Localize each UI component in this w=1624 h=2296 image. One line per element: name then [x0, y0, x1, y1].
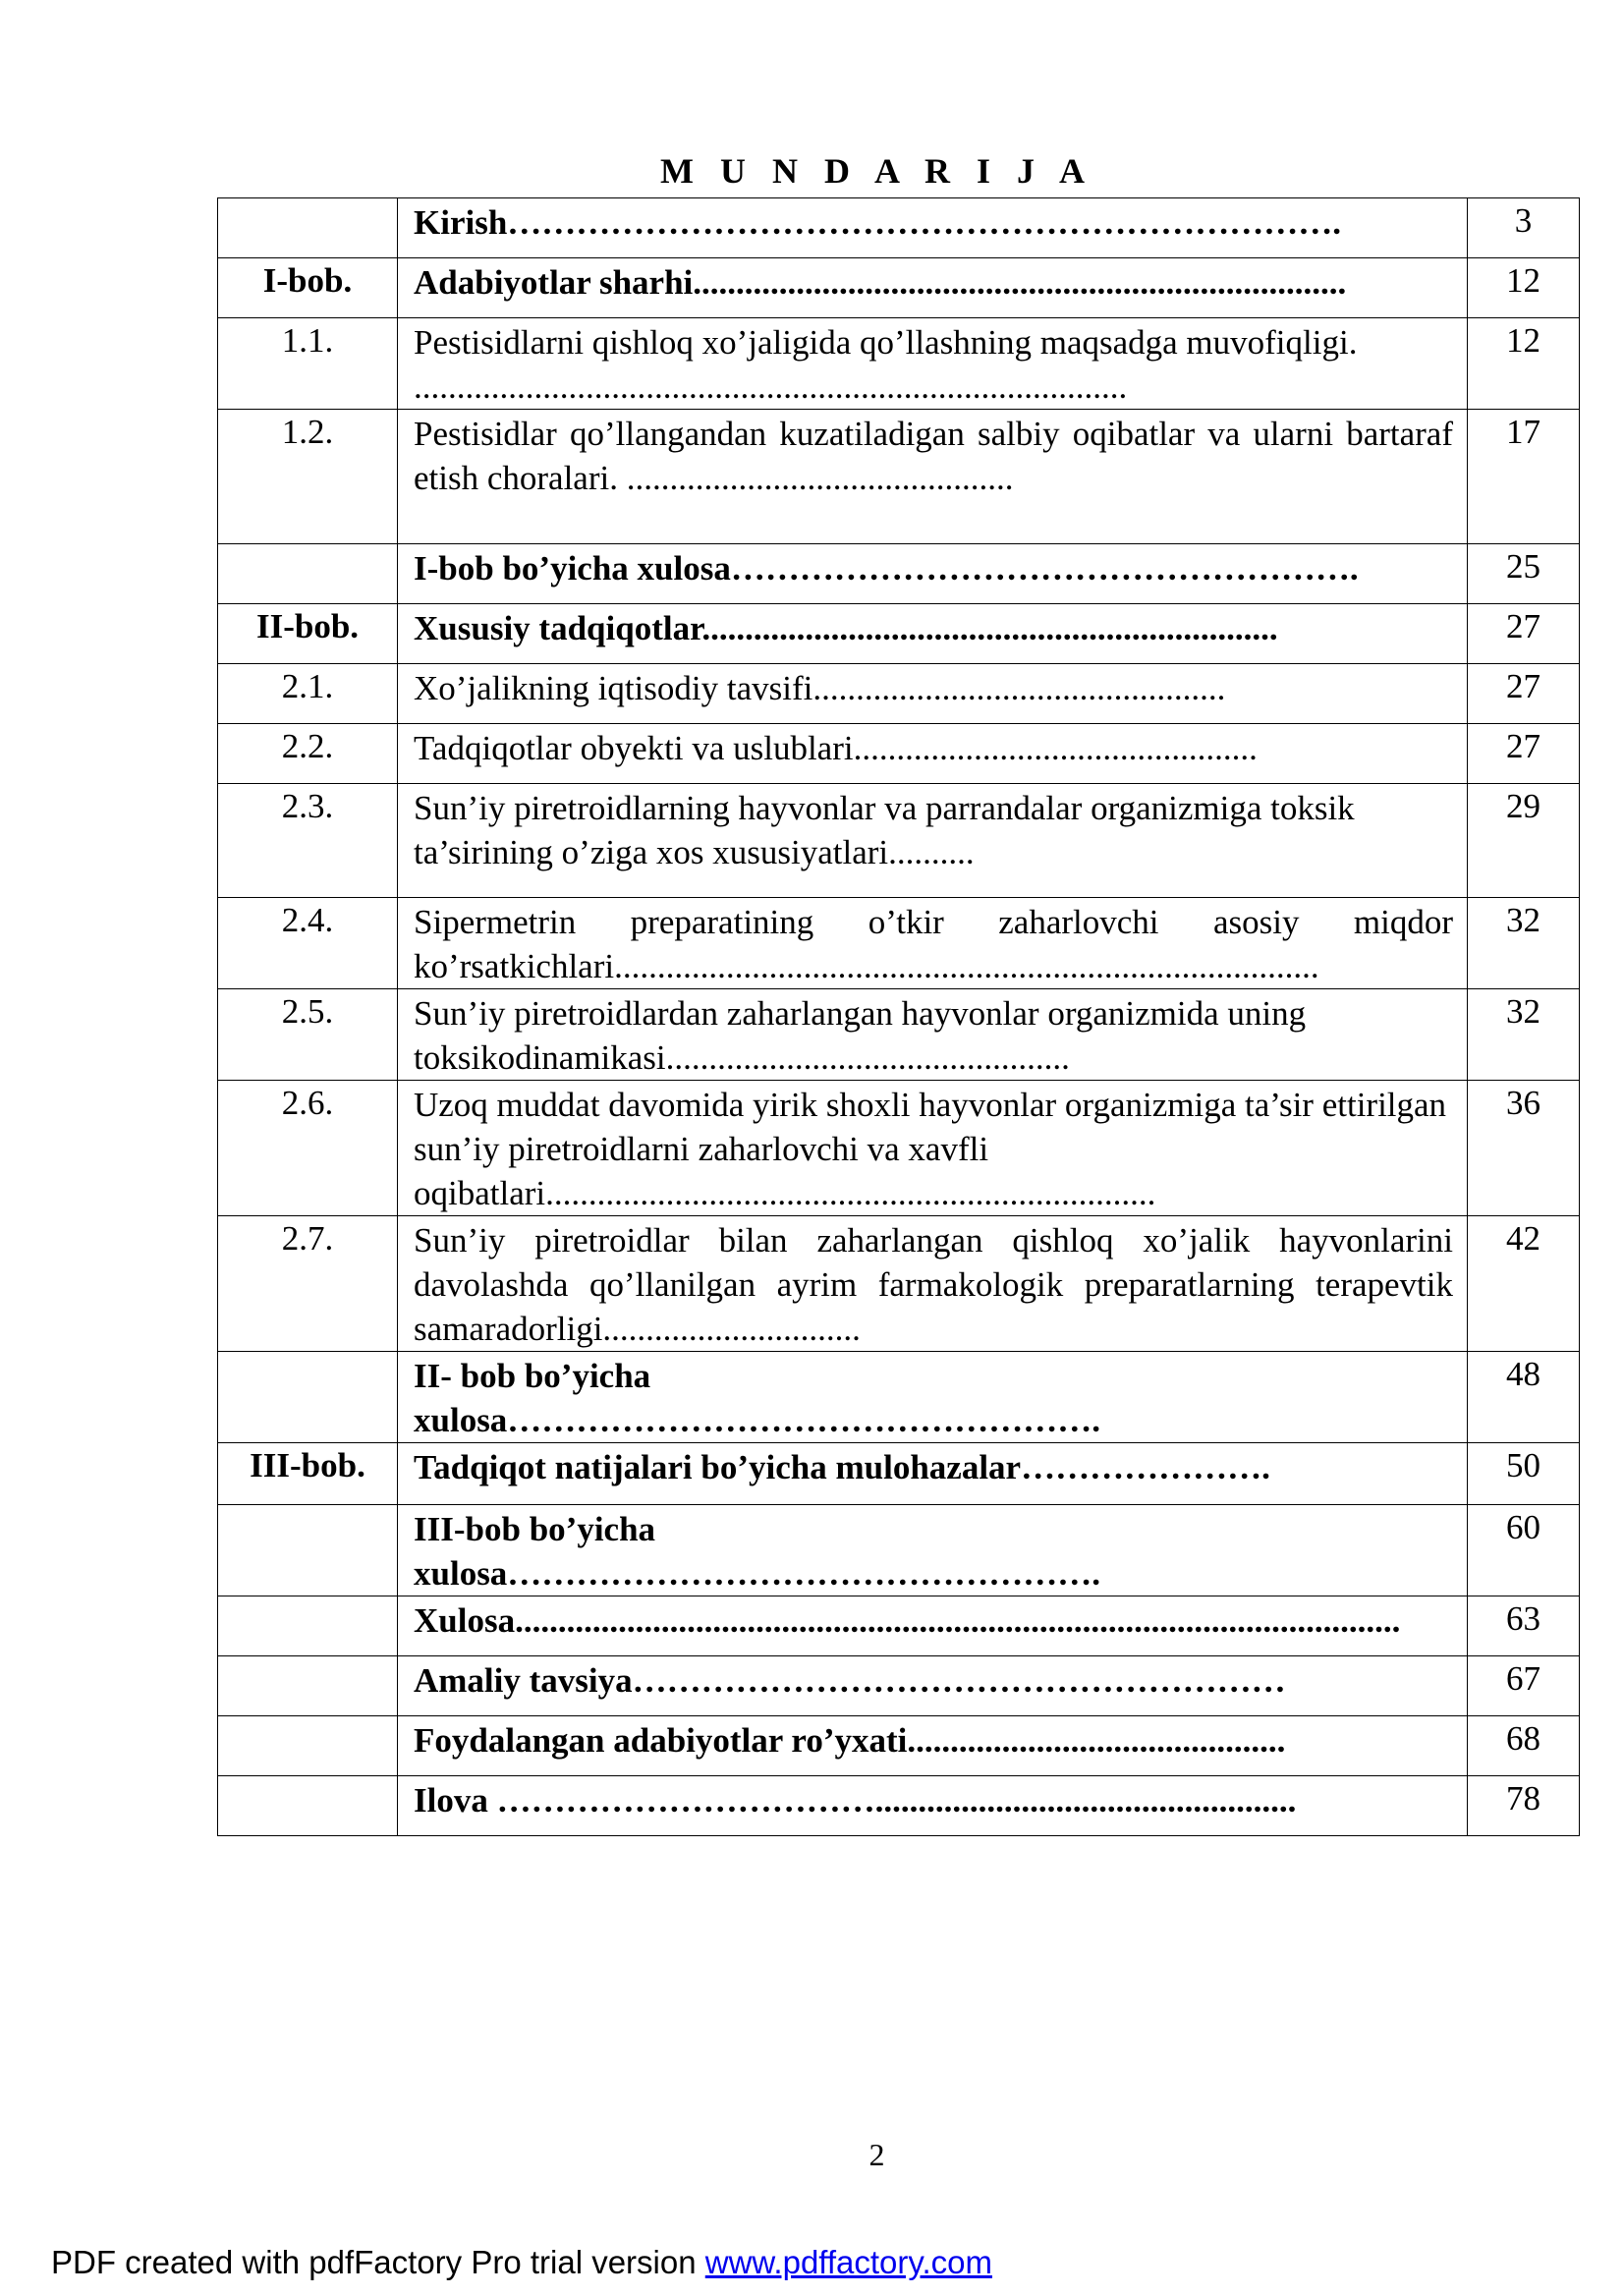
toc-section-number: [218, 1716, 398, 1776]
toc-row: [218, 1716, 1580, 1776]
toc-entry-title: Sipermetrin preparatining o’tkir zaharlovchi asosiy miqdor ko’rsatkichlari..................................................................................: [398, 898, 1468, 989]
toc-section-number: [218, 544, 398, 604]
toc-page-number: 78: [1468, 1776, 1580, 1836]
toc-entry-text: II- bob bo’yicha xulosa…………………………………………….: [414, 1357, 1101, 1439]
toc-entry-title: [398, 1352, 1468, 1443]
toc-row: [218, 544, 1580, 604]
toc-row: [218, 1656, 1580, 1716]
toc-page-number: 27: [1468, 664, 1580, 724]
toc-entry-title: Xulosa.......................................................................................................: [398, 1596, 1468, 1656]
pdf-footer-note: [51, 2244, 992, 2281]
toc-entry-title: Pestisidlar qo’llangandan kuzatiladigan salbiy oqibatlar va ularni bartaraf etish choralari. .............................................: [398, 410, 1468, 544]
toc-page-number: 42: [1468, 1216, 1580, 1352]
toc-section-number: [218, 1596, 398, 1656]
toc-row: [218, 198, 1580, 258]
toc-row: [218, 664, 1580, 724]
toc-body: [218, 198, 1580, 1836]
toc-page-number: 60: [1468, 1505, 1580, 1596]
toc-section-number: [218, 198, 398, 258]
toc-section-number: 1.2.: [218, 410, 398, 544]
toc-row: [218, 724, 1580, 784]
toc-page-number: 17: [1468, 410, 1580, 544]
toc-entry-title: Adabiyotlar sharhi............................................................................: [398, 258, 1468, 318]
toc-page-number: 32: [1468, 989, 1580, 1081]
toc-section-number: [218, 1352, 398, 1443]
toc-page-number: 48: [1468, 1352, 1580, 1443]
toc-entry-title: Amaliy tavsiya…………………………………………………: [398, 1656, 1468, 1716]
toc-section-number: 2.6.: [218, 1081, 398, 1216]
toc-entry-text: III-bob bo’yicha xulosa…………………………………………….: [414, 1510, 1101, 1593]
toc-entry-title: Uzoq muddat davomida yirik shoxli hayvonlar organizmiga ta’sir ettirilgan sun’iy piretroidlarni zaharlovchi va xavfli oqibatlari.......................................................................: [398, 1081, 1468, 1216]
toc-entry-title: Xo’jalikning iqtisodiy tavsifi................................................: [398, 664, 1468, 724]
toc-row: [218, 1352, 1580, 1443]
toc-page-number: 36: [1468, 1081, 1580, 1216]
toc-page-number: 27: [1468, 604, 1580, 664]
toc-entry-title: Sun’iy piretroidlarning hayvonlar va parrandalar organizmiga toksik ta’sirining o’ziga xos xususiyatlari..........: [398, 784, 1468, 898]
toc-page-number: 63: [1468, 1596, 1580, 1656]
toc-section-number: [218, 1776, 398, 1836]
toc-section-number: 1.1.: [218, 318, 398, 410]
toc-entry-title: Tadqiqotlar obyekti va uslublari...............................................: [398, 724, 1468, 784]
toc-entry-title: [398, 1505, 1468, 1596]
toc-section-number: 2.1.: [218, 664, 398, 724]
toc-page-number: 67: [1468, 1656, 1580, 1716]
toc-row: [218, 1596, 1580, 1656]
toc-entry-title: Foydalangan adabiyotlar ro’yxati............................................: [398, 1716, 1468, 1776]
table-of-contents: [217, 197, 1580, 1836]
toc-section-number: [218, 1656, 398, 1716]
page-number: 2: [868, 2137, 885, 2172]
toc-row: [218, 410, 1580, 544]
toc-entry-title: Sun’iy piretroidlar bilan zaharlangan qishloq xo’jalik hayvonlarini davolashda qo’llanilgan ayrim farmakologik preparatlarning terapevtik samaradorligi..............................: [398, 1216, 1468, 1352]
toc-page-number: 25: [1468, 544, 1580, 604]
toc-page-number: 12: [1468, 258, 1580, 318]
toc-row: [218, 1505, 1580, 1596]
toc-page-number: 50: [1468, 1443, 1580, 1505]
page-title: M U N D A R I J A: [659, 151, 1094, 191]
toc-page-number: 3: [1468, 198, 1580, 258]
toc-row: [218, 989, 1580, 1081]
toc-entry-title: Ilova …………………………….................................................: [398, 1776, 1468, 1836]
toc-entry-title: I-bob bo’yicha xulosa……………………………………………….: [398, 544, 1468, 604]
toc-row: [218, 1776, 1580, 1836]
toc-page-number: 68: [1468, 1716, 1580, 1776]
toc-section-number: III-bob.: [218, 1443, 398, 1505]
toc-entry-title: Tadqiqot natijalari bo’yicha mulohazalar………………….: [398, 1443, 1468, 1505]
toc-section-number: II-bob.: [218, 604, 398, 664]
toc-page-number: 12: [1468, 318, 1580, 410]
toc-entry-title: Sun’iy piretroidlardan zaharlangan hayvonlar organizmida uning toksikodinamikasi...............................................: [398, 989, 1468, 1081]
toc-entry-title: Kirish……………………………………………………………….: [398, 198, 1468, 258]
toc-row: [218, 784, 1580, 898]
toc-page-number: 29: [1468, 784, 1580, 898]
toc-section-number: 2.3.: [218, 784, 398, 898]
toc-row: [218, 1081, 1580, 1216]
toc-page-number: 32: [1468, 898, 1580, 989]
toc-row: [218, 318, 1580, 410]
toc-row: [218, 258, 1580, 318]
toc-section-number: 2.5.: [218, 989, 398, 1081]
toc-section-number: 2.7.: [218, 1216, 398, 1352]
toc-section-number: [218, 1505, 398, 1596]
pdf-footer-text: PDF created with pdfFactory Pro trial version: [51, 2244, 705, 2280]
toc-section-number: I-bob.: [218, 258, 398, 318]
toc-row: [218, 604, 1580, 664]
pdffactory-link[interactable]: www.pdffactory.com: [704, 2244, 992, 2280]
toc-section-number: 2.2.: [218, 724, 398, 784]
toc-entry-title: Pestisidlarni qishloq xo’jaligida qo’llashning maqsadga muvofiqligi. ...................................................................................: [398, 318, 1468, 410]
toc-section-number: 2.4.: [218, 898, 398, 989]
toc-row: [218, 898, 1580, 989]
toc-row: [218, 1443, 1580, 1505]
toc-entry-title: Xususiy tadqiqotlar...................................................................: [398, 604, 1468, 664]
toc-row: [218, 1216, 1580, 1352]
toc-page-number: 27: [1468, 724, 1580, 784]
